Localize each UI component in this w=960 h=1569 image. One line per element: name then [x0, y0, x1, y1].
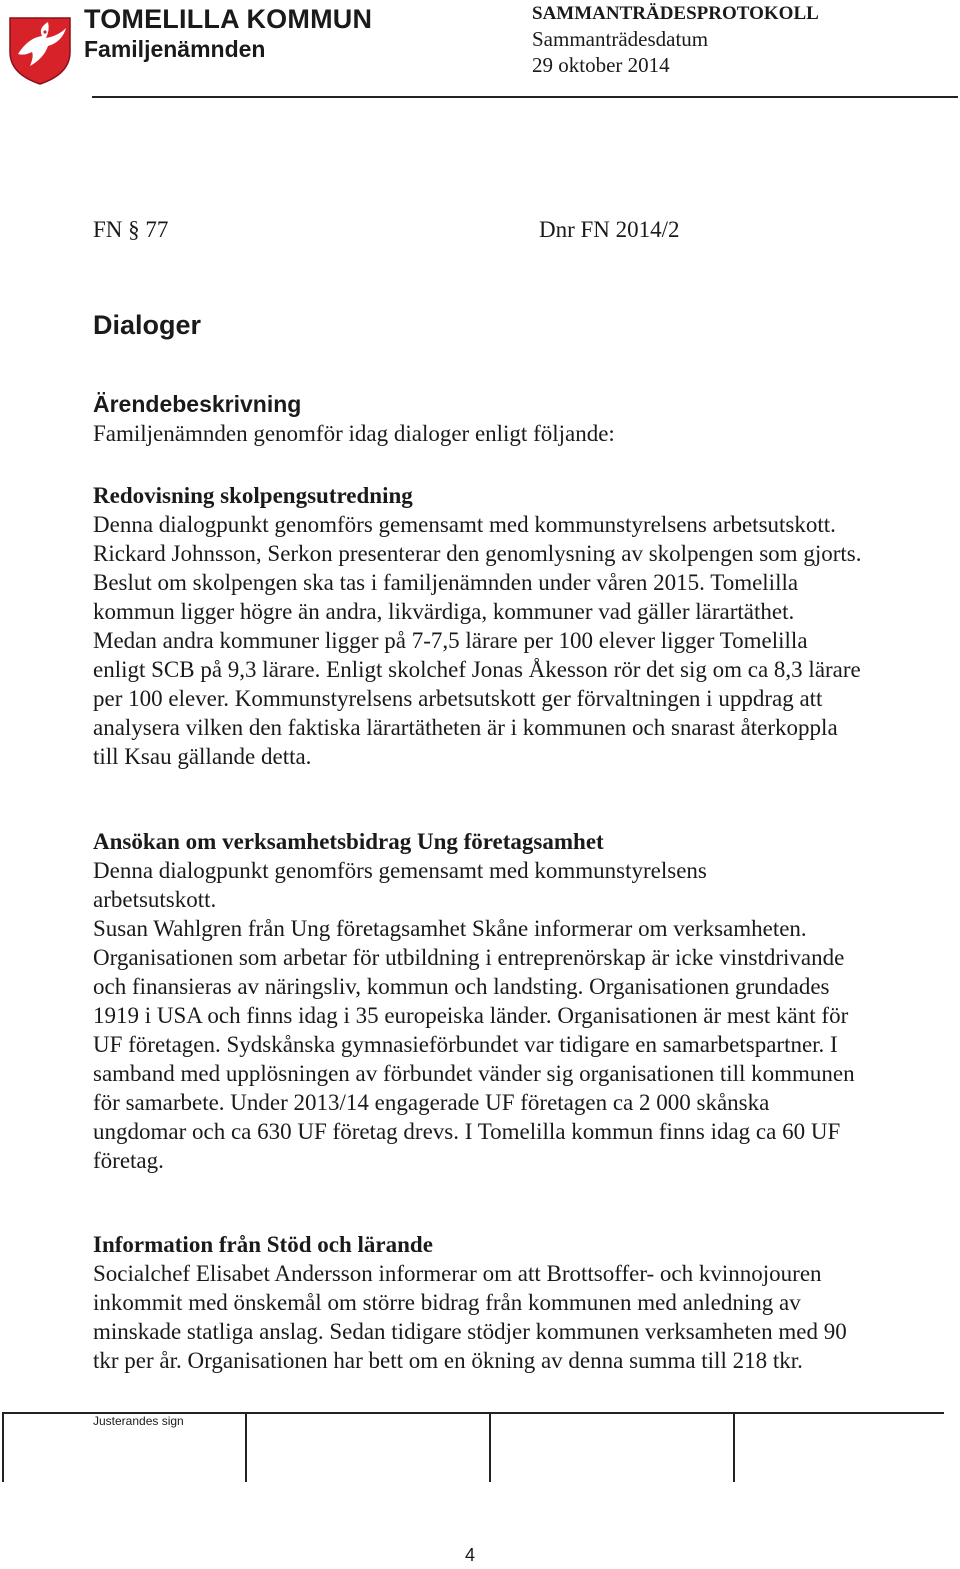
signature-box-divider — [733, 1412, 735, 1482]
section-paragraph: Susan Wahlgren från Ung företagsamhet Skåne informerar om verksamheten. Organisationen som arbetar för utbildning i entreprenörskap är icke vinstdrivande och finansieras av näringsliv, kommun och landsting. Organisationen grundades 1919 i USA och finns idag i 35 europeiska länder. Organisationen är mest känt för UF företagen. Sydskånska gymnasieförbundet var tidigare en samarbetspartner. I samband med upplösningen av förbundet vänder sig organisationen till kommunen för samarbete. Under 2013/14 engagerade UF företagen ca 2 000 skånska ungdomar och ca 630 UF företag drevs. I Tomelilla kommun finns idag ca 60 UF företag. — [93, 916, 855, 1173]
section-paragraph: Rickard Johnsson, Serkon presenterar den genomlysning av skolpengen som gjorts. Beslut om skolpengen ska tas i familjenämnden under våren 2015. Tomelilla kommun ligger högre än andra, likvärdiga, kommuner vad gäller lärartäthet. Medan andra kommuner ligger på 7-7,5 lärare per 100 elever ligger Tomelilla enligt SCB på 9,3 lärare. Enligt skolchef Jonas Åkesson rör det sig om ca 8,3 lärare per 100 elever. Kommunstyrelsens arbetsutskott ger förvaltningen i uppdrag att analysera vilken den faktiska lärartätheten är i kommunen och snarast återkoppla till Ksau gällande detta. — [93, 541, 862, 769]
section-number-value: 77 — [145, 217, 169, 242]
description-block — [93, 390, 893, 448]
meeting-date-value: 29 oktober 2014 — [532, 53, 670, 77]
signature-box-divider — [2, 1412, 4, 1482]
signature-box-divider — [245, 1412, 247, 1482]
description-heading: Ärendebeskrivning — [93, 391, 302, 417]
page-title: Dialoger — [93, 310, 202, 340]
section-paragraph: Denna dialogpunkt genomförs gemensamt med kommunstyrelsens arbetsutskott. — [93, 858, 707, 912]
section-paragraph: Socialchef Elisabet Andersson informerar om att Brottsoffer- och kvinnojouren inkommit med önskemål om större bidrag från kommunen med anledning av minskade statliga anslag. Sedan tidigare stödjer kommunen verksamheten med 90 tkr per år. Organisationen har bett om en ökning av denna summa till 218 tkr. — [93, 1261, 847, 1373]
section-block — [93, 481, 863, 771]
section-heading: Redovisning skolpengsutredning — [93, 483, 413, 508]
section-number — [93, 217, 168, 243]
description-intro: Familjenämnden genomför idag dialoger enligt följande: — [93, 421, 615, 446]
diary-number: Dnr FN 2014/2 — [539, 217, 680, 242]
section-sign: § — [128, 217, 140, 242]
section-heading: Information från Stöd och lärande — [93, 1232, 433, 1257]
meeting-date-label: Sammanträdesdatum — [532, 27, 709, 51]
section-block — [93, 1230, 863, 1375]
section-block — [93, 827, 868, 1175]
organization-name: TOMELILLA KOMMUN — [84, 4, 373, 34]
municipal-crest-logo — [8, 14, 72, 86]
page-number: 4 — [465, 1545, 476, 1565]
section-heading: Ansökan om verksamhetsbidrag Ung företagsamhet — [93, 829, 604, 854]
signature-box-divider — [489, 1412, 491, 1482]
signature-label: Justerandes sign — [93, 1414, 184, 1428]
committee-name: Familjenämnden — [84, 36, 266, 62]
document-type: SAMMANTRÄDESPROTOKOLL — [532, 3, 819, 24]
section-paragraph: Denna dialogpunkt genomförs gemensamt med kommunstyrelsens arbetsutskott. — [93, 512, 836, 537]
section-prefix: FN — [93, 217, 123, 242]
header-divider — [92, 96, 958, 98]
